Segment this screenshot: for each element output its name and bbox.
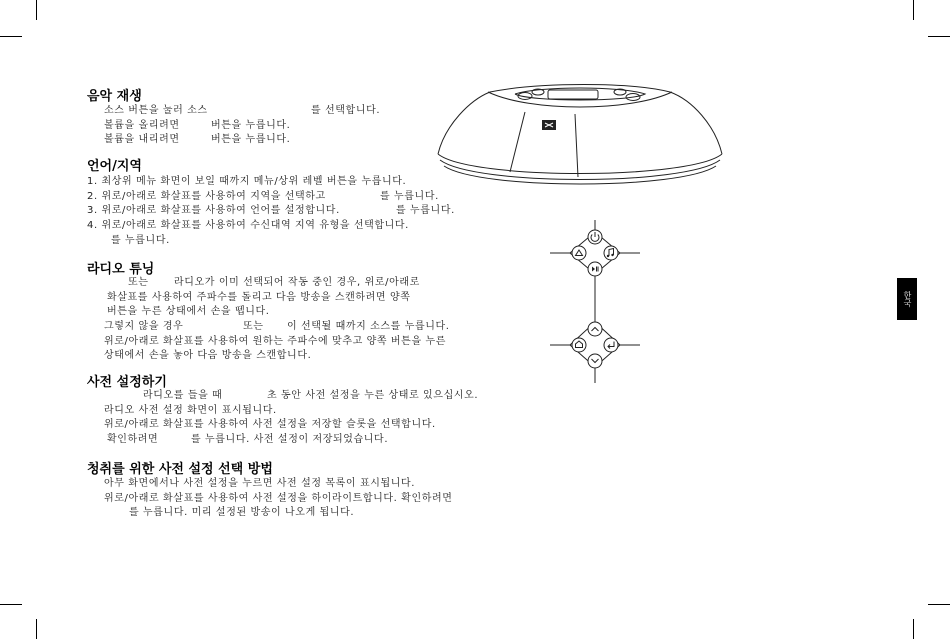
crop-mark <box>928 36 950 37</box>
crop-mark <box>928 604 950 605</box>
enter-icon <box>604 338 618 352</box>
language-line: 를 누릅니다. <box>396 205 455 216</box>
select-preset-line: 아무 화면에서나 사전 설정을 누르면 사전 설정 목록이 표시됩니다. <box>104 478 416 489</box>
tuning-line: 또는 <box>128 277 149 288</box>
preset-line: 를 누릅니다. 사전 설정이 저장되었습니다. <box>191 434 389 445</box>
tuning-line: 그렇지 않을 경우 <box>104 321 184 332</box>
music-line: 소스 버튼을 눌러 소스 <box>104 105 208 116</box>
preset-line: 라디오 사전 설정 화면이 표시됩니다. <box>104 405 277 416</box>
brand-logo <box>542 120 556 130</box>
preset-line: 초 동안 사전 설정을 누른 상태로 있으십시오. <box>267 390 479 401</box>
language-line: 4. 위로/아래로 화살표를 사용하여 수신대역 지역 유형을 선택합니다. <box>87 220 409 231</box>
heading-music: 음악 재생 <box>87 89 142 104</box>
tuning-line: 상태에서 손을 놓아 다음 방송을 스캔합니다. <box>104 350 312 361</box>
tuning-line: 버튼을 누른 상태에서 손을 뗍니다. <box>107 306 270 317</box>
top-control-cluster <box>550 220 640 310</box>
music-line: 를 선택합니다. <box>311 105 381 116</box>
language-line: 를 누릅니다. <box>380 191 439 202</box>
display-screen <box>548 90 598 99</box>
down-arrow-icon <box>588 354 602 368</box>
language-line: 1. 최상위 메뉴 화면이 보일 때까지 메뉴/상위 레벨 버튼을 누릅니다. <box>87 176 407 187</box>
heading-tuning: 라디오 튜닝 <box>87 262 155 277</box>
language-line: 3. 위로/아래로 화살표를 사용하여 언어를 설정합니다. <box>87 205 340 216</box>
music-line: 버튼을 누릅니다. <box>211 120 291 131</box>
crop-mark <box>36 619 37 639</box>
preset-line: 확인하려면 <box>107 434 159 445</box>
language-line: 2. 위로/아래로 화살표를 사용하여 지역을 선택하고 <box>87 191 326 202</box>
preset-line: 라디오를 들을 때 <box>143 390 223 401</box>
home-icon <box>572 338 586 352</box>
heading-preset: 사전 설정하기 <box>87 375 167 390</box>
crop-mark <box>913 619 914 639</box>
bottom-control-cluster <box>550 305 640 385</box>
crop-mark <box>36 0 37 20</box>
up-arrow-icon <box>588 322 602 336</box>
play-pause-icon <box>588 262 602 276</box>
tuning-line: 또는 <box>243 321 264 332</box>
tuning-line: 위로/아래로 화살표를 사용하여 원하는 주파수에 맞추고 양쪽 버튼을 누른 <box>104 336 446 347</box>
music-line: 버튼을 누릅니다. <box>211 134 291 145</box>
crop-mark <box>913 0 914 20</box>
speaker-illustration <box>430 80 730 195</box>
tuning-line: 이 선택될 때까지 소스를 누릅니다. <box>287 321 450 332</box>
select-preset-line: 위로/아래로 화살표를 사용하여 사전 설정을 하이라이트합니다. 확인하려면 <box>104 493 453 504</box>
select-preset-line: 를 누릅니다. 미리 설정된 방송이 나오게 됩니다. <box>129 507 355 518</box>
heading-select-preset: 청취를 위한 사전 설정 선택 방법 <box>87 462 273 477</box>
heading-language: 언어/지역 <box>87 159 142 174</box>
crop-mark <box>0 36 22 37</box>
language-line: 를 누릅니다. <box>111 235 170 246</box>
crop-mark <box>0 604 22 605</box>
music-line: 볼륨을 내리려면 <box>104 134 180 145</box>
music-note-icon <box>604 246 618 260</box>
side-language-tab: 한국 <box>897 278 917 320</box>
music-line: 볼륨을 올리려면 <box>104 120 180 131</box>
power-icon <box>588 230 602 244</box>
tuning-line: 화살표를 사용하여 주파수를 돌리고 다음 방송을 스캔하려면 양쪽 <box>107 292 411 303</box>
tuning-line: 라디오가 이미 선택되어 작동 중인 경우, 위로/아래로 <box>174 277 420 288</box>
home-icon <box>572 246 586 260</box>
preset-line: 위로/아래로 화살표를 사용하여 사전 설정을 저장할 슬롯을 선택합니다. <box>104 419 436 430</box>
